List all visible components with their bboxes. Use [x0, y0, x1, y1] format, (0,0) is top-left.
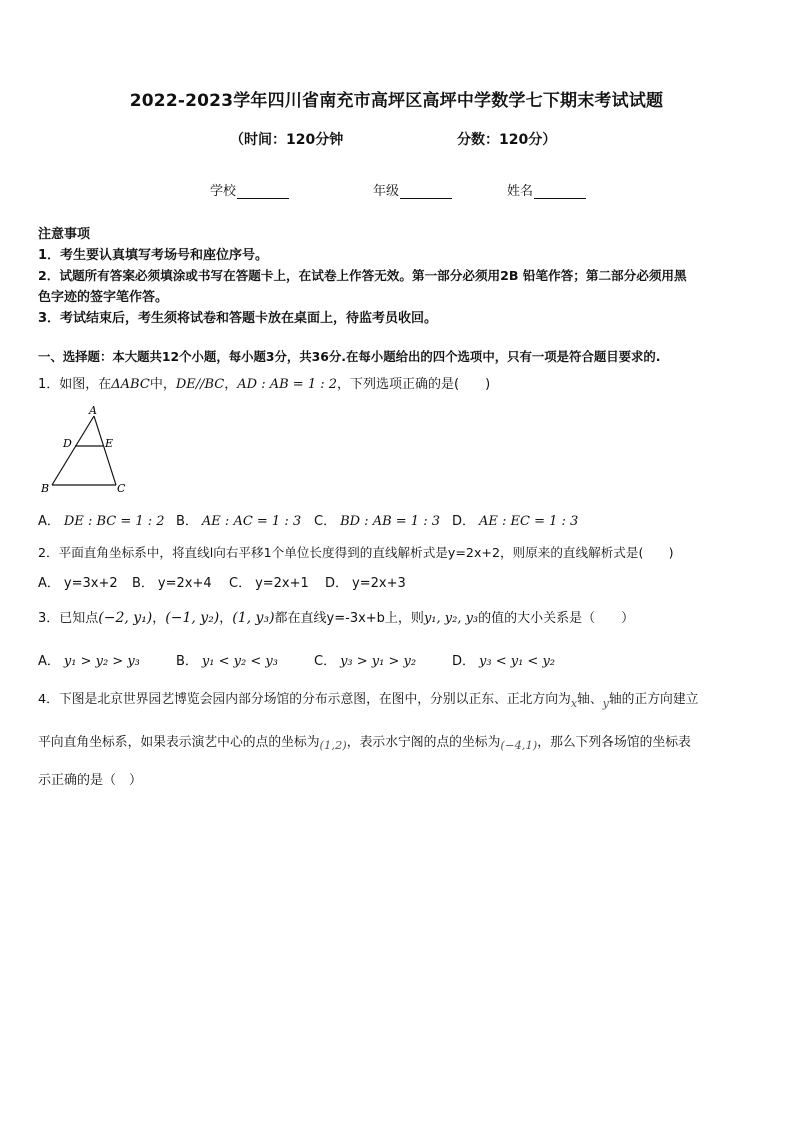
name-label: 姓名 [507, 184, 534, 199]
label-a: A [89, 404, 97, 417]
q3-option-c[interactable] [314, 650, 420, 669]
q1-option-a-key: A． [38, 514, 60, 529]
q1-option-b[interactable] [176, 510, 305, 529]
question-3 [38, 607, 634, 626]
section-heading: 一、选择题：本大题共12个小题，每小题3分，共36分.在每小题给出的四个选项中，只有一项是符合题目要求的. [38, 349, 661, 364]
q1-mid2: ， [224, 377, 238, 392]
q1-mid1: 中， [149, 377, 176, 392]
q1-suffix: ，下列选项正确的是( ) [337, 377, 491, 392]
q2-option-b[interactable] [132, 572, 216, 591]
exam-score: 分数：120分） [457, 132, 557, 148]
question-1 [38, 373, 490, 392]
notice-item-2: 2．试题所有答案必须填涂或书写在答题卡上，在试卷上作答无效。第一部分必须用2B 铅笔作答；第二部分必须用黑 [38, 268, 687, 283]
q3-option-a-expr: y₁ > y₂ > y₃ [63, 654, 140, 669]
q4-text-b: 轴、 [577, 692, 603, 707]
q4-y-axis: y [602, 697, 609, 710]
question-2: 2．平面直角坐标系中，将直线l向右平移1个单位长度得到的直线解析式是y=2x+2，则原来的直线解析式是( ) [38, 545, 674, 560]
q1-option-d[interactable] [452, 510, 582, 529]
q2-option-a-key: A． [38, 576, 60, 591]
label-b: B [41, 482, 50, 495]
grade-field [373, 180, 452, 199]
q2-option-d-expr: y=2x+3 [352, 576, 406, 591]
grade-blank[interactable] [400, 186, 452, 199]
q3-option-c-expr: y₃ > y₁ > y₂ [340, 654, 417, 669]
side-ab [52, 416, 94, 485]
q4-x-axis: x [570, 697, 578, 710]
label-e: E [105, 437, 114, 450]
q3-vars: y₁, y₂, y₃ [423, 611, 479, 626]
q3-suffix: 的值的大小关系是（ ） [478, 611, 635, 626]
q3-option-b-expr: y₁ < y₂ < y₃ [201, 654, 278, 669]
q3-prefix: 3．已知点 [38, 611, 99, 626]
q2-option-c-expr: y=2x+1 [255, 576, 309, 591]
notice-item-1: 1．考生要认真填写考场号和座位序号。 [38, 248, 269, 263]
q1-option-d-key: D． [452, 514, 476, 529]
q2-option-c-key: C． [229, 576, 252, 591]
q1-option-d-expr: AE : EC = 1 : 3 [479, 514, 579, 529]
side-ac [94, 416, 116, 485]
q4-text-c: 轴的正方向建立 [608, 692, 699, 707]
q1-option-a[interactable] [38, 510, 169, 529]
q2-option-d-key: D． [325, 576, 349, 591]
q1-option-c-key: C． [314, 514, 337, 529]
q2-option-a-expr: y=3x+2 [63, 576, 118, 591]
q3-sep-2: ， [219, 611, 233, 626]
q4-text-a: 4．下图是北京世界园艺博览会园内部分场馆的分布示意图，在图中，分别以正东、正北方向为 [38, 692, 571, 707]
label-c: C [117, 482, 126, 495]
grade-label: 年级 [373, 184, 400, 199]
q4-text-e: ，表示水宁阁的点的坐标为 [346, 735, 501, 750]
exam-time: （时间：120分钟 [230, 132, 344, 148]
school-label: 学校 [210, 184, 237, 199]
q3-sep-1: ， [152, 611, 166, 626]
page-title: 2022-2023学年四川省南充市高坪区高坪中学数学七下期末考试试题 [129, 91, 664, 111]
name-field [507, 180, 586, 199]
q2-option-b-expr: y=2x+4 [157, 576, 212, 591]
notice-item-2-cont: 色字迹的签字笔作答。 [38, 290, 169, 305]
q1-prefix: 1．如图，在 [38, 377, 112, 392]
q1-option-b-key: B． [176, 514, 198, 529]
school-field [210, 180, 289, 199]
q4-text-d: 平向直角坐标系，如果表示演艺中心的点的坐标为 [38, 735, 320, 750]
q1-triangle: ΔABC [111, 377, 150, 392]
q2-option-d[interactable] [325, 572, 410, 591]
q1-option-a-expr: DE : BC = 1 : 2 [63, 514, 165, 529]
question-4-line-3: 示正确的是（ ） [38, 773, 143, 788]
label-d: D [63, 437, 72, 450]
q3-option-d-expr: y₃ < y₁ < y₂ [479, 654, 555, 669]
notice-heading: 注意事项 [38, 227, 91, 242]
q4-coord-performance-center: (1,2) [319, 738, 347, 752]
q1-option-c[interactable] [314, 510, 444, 529]
q3-option-c-key: C． [314, 654, 337, 669]
q3-point-2: (−1, y₂) [165, 610, 220, 626]
q2-option-a[interactable] [38, 572, 122, 591]
q3-option-b[interactable] [176, 650, 282, 669]
name-blank[interactable] [534, 186, 586, 199]
q1-cond1: DE//BC [175, 377, 225, 392]
q4-coord-yongning-pavilion: (−4,1) [500, 738, 538, 752]
q3-point-3: (1, y₃) [232, 610, 275, 626]
q1-option-c-expr: BD : AB = 1 : 3 [340, 514, 440, 529]
triangle-figure [36, 404, 136, 496]
q3-point-1: (−2, y₁) [98, 610, 153, 626]
q2-option-c[interactable] [229, 572, 313, 591]
q4-text-f: ，那么下列各场馆的坐标表 [537, 735, 691, 750]
question-4-line-1 [38, 688, 698, 710]
q1-option-b-expr: AE : AC = 1 : 3 [201, 514, 302, 529]
q3-option-b-key: B． [176, 654, 198, 669]
q3-option-d-key: D． [452, 654, 476, 669]
q2-option-b-key: B． [132, 576, 154, 591]
school-blank[interactable] [237, 186, 289, 199]
notice-item-3: 3．考试结束后，考生须将试卷和答题卡放在桌面上，待监考员收回。 [38, 311, 438, 326]
q3-option-d[interactable] [452, 650, 559, 669]
q3-option-a[interactable] [38, 650, 144, 669]
question-4-line-2 [38, 731, 691, 752]
q3-option-a-key: A． [38, 654, 60, 669]
q3-mid: 都在直线y=-3x+b上，则 [274, 611, 424, 626]
q1-cond2: AD : AB = 1 : 2 [237, 377, 338, 392]
